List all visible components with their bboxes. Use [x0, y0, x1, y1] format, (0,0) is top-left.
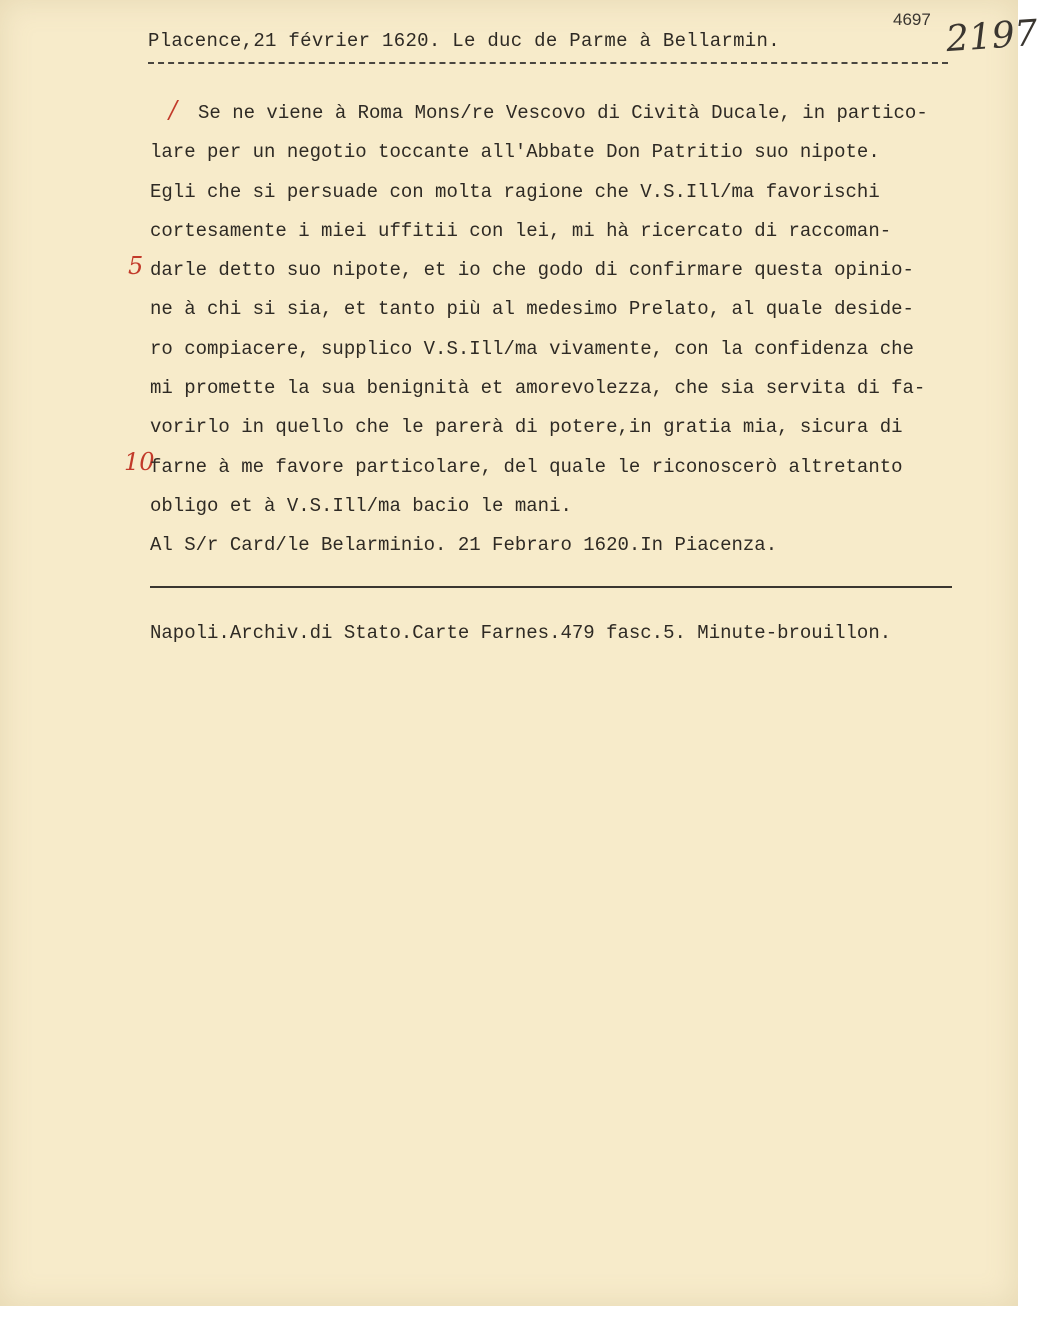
text-line: vorirlo in quello che le parerà di potere,in gratia mia, sicura di	[150, 416, 903, 439]
line-marker-5: 5	[128, 252, 144, 280]
letter-body	[150, 94, 980, 526]
document-header: Placence,21 février 1620. Le duc de Parme à Bellarmin.	[148, 30, 780, 52]
line-marker-10: 10	[124, 448, 155, 476]
text-line: Se ne viene à Roma Mons/re Vescovo di Cività Ducale, in partico-	[198, 102, 928, 124]
text-line: darle detto suo nipote, et io che godo di confirmare questa opinio-	[150, 259, 914, 282]
text-line: lare per un negotio toccante all'Abbate Don Patritio suo nipote.	[150, 141, 880, 164]
text-line: Egli che si persuade con molta ragione che V.S.Ill/ma favorischi	[150, 180, 880, 203]
text-line: mi promette la sua benignità et amorevolezza, che sia servita di fa-	[150, 377, 926, 400]
letter-closing: Al S/r Card/le Belarminio. 21 Febraro 1620.In Piacenza.	[150, 534, 778, 556]
text-line: cortesamente i miei uffitii con lei, mi hà ricercato di raccoman-	[150, 219, 892, 242]
text-line: ne à chi si sia, et tanto più al medesimo Prelato, al quale deside-	[150, 298, 914, 321]
line-marker-1: /	[169, 96, 178, 124]
document-number: 4697	[893, 10, 931, 29]
text-line: farne à me favore particolare, del quale le riconoscerò altretanto	[150, 455, 903, 478]
text-line: obligo et à V.S.Ill/ma bacio le mani.	[150, 494, 572, 517]
header-dashed-rule	[148, 62, 948, 64]
handwritten-number: 2197	[944, 12, 1039, 61]
footer-rule	[150, 586, 952, 588]
archive-source: Napoli.Archiv.di Stato.Carte Farnes.479 fasc.5. Minute-brouillon.	[150, 622, 892, 644]
text-line: ro compiacere, supplico V.S.Ill/ma vivamente, con la confidenza che	[150, 337, 914, 360]
